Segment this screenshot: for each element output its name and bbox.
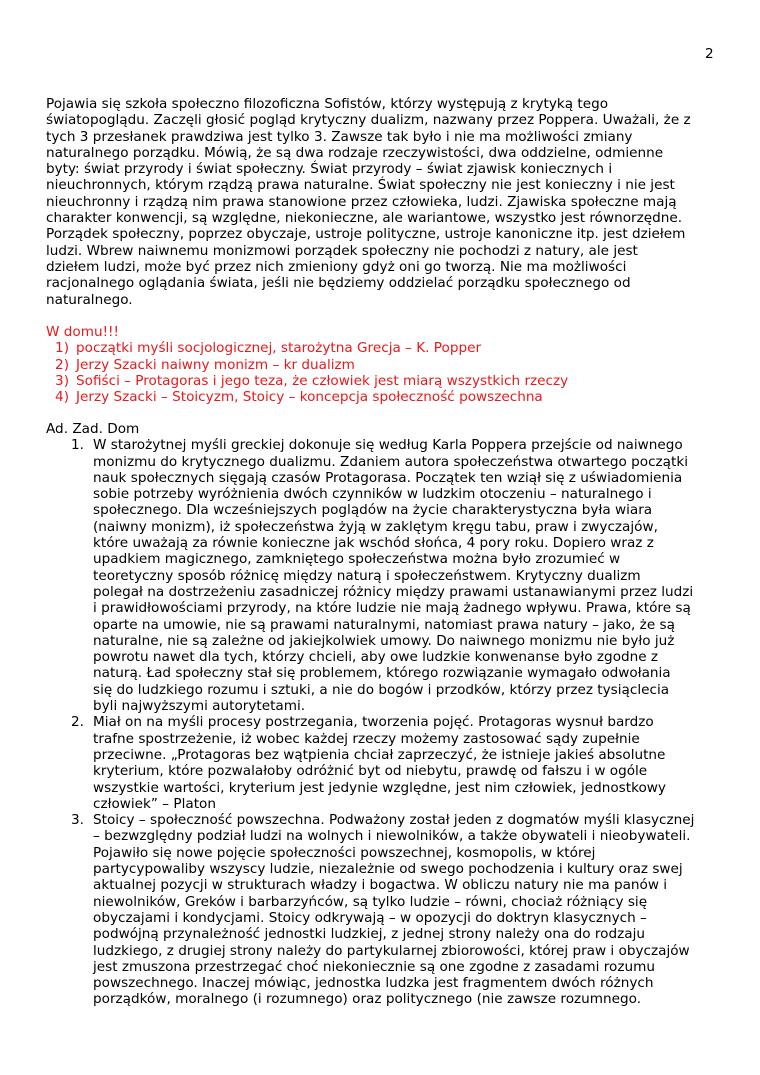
homework-item [46,389,726,405]
homework-item-number: 2) [55,356,69,373]
page-number: 2 [705,46,714,62]
answer-item [46,714,726,812]
answer-item-text: W starożytnej myśli greckiej dokonuje się według Karla Poppera przejście od naiwnego monizmu do krytycznego dualizmu. Zdaniem autora społeczeństwa otwartego początki nauk społecznych sięgają czasów Protagorasa. Początek ten wziął się z uświadomienia sobie potrzeby wyróżnienia dwóch czynników w ludzkim otoczeniu – naturalnego i społecznego. Dla wcześniejszych poglądów na życie charakterystyczna była wiara (naiwny monizm), iż społeczeństwa żyją w zaklętym kręgu tabu, praw i zwyczajów, które uważają za równie konieczne jak wschód słońca, 4 pory roku. Dopiero wraz z upadkiem magicznego, zamkniętego społeczeństwa można było zrozumieć w teoretyczny sposób różnicę między naturą i społeczeństwem. Krytyczny dualizm polegał na dostrzeżeniu zasadniczej różnicy między prawami ustanawianymi przez ludzi i prawidłowościami przyrody, na które ludzie nie mają żadnego wpływu. Prawa, które są oparte na umowie, nie są prawami naturalnymi, natomiast prawa natury – jako, że są naturalne, nie są zależne od jakiejkolwiek umowy. Do naiwnego monizmu nie było już powrotu nawet dla tych, którzy chcieli, aby owe ludzkie konwenanse było zgodne z naturą. Ład społeczny stał się problemem, którego rozwiązanie wymagało odwołania się do ludzkiego rozumu i sztuki, a nie do bogów i przodków, którzy przez tysiąclecia byli najwyższymi autorytetami. [93,437,694,715]
homework-section [46,324,726,405]
homework-item-text: początki myśli socjologicznej, starożytna Grecja – K. Popper [76,340,482,357]
homework-item-number: 4) [55,389,69,406]
homework-item-number: 3) [55,372,69,389]
answer-item-text: Miał on na myśli procesy postrzegania, tworzenia pojęć. Protagoras wysnuł bardzo trafne spostrzeżenie, iż wobec każdej rzeczy możemy zastosować sądy zupełnie przeciwne. „Protagoras bez wątpienia chciał zaprzeczyć, że istnieje jakieś absolutne kryterium, które pozwalałoby odróżnić byt od niebytu, prawdę od fałszu i w ogóle wszystkie wartości, kryterium jest jedynie względne, jest nim człowiek, jednostkowy człowiek” – Platon [93,714,666,812]
homework-item-text: Sofiści – Protagoras i jego teza, że człowiek jest miarą wszystkich rzeczy [76,372,569,389]
answer-item [46,812,726,1008]
homework-item-number: 1) [55,340,69,357]
homework-list [46,340,726,405]
homework-item [46,373,726,389]
intro-paragraph: Pojawia się szkoła społeczno filozoficzna Sofistów, którzy występują z krytyką tego światopoglądu. Zaczęli głosić pogląd krytyczny dualizm, nazwany przez Poppera. Uważali, że z tych 3 przesłanek prawdziwa jest tylko 3. Zawsze tak było i nie ma możliwości zmiany naturalnego porządku. Mówią, że są dwa rodzaje rzeczywistości, dwa oddzielne, odmienne byty: świat przyrody i świat społeczny. Świat przyrody – świat zjawisk koniecznych i nieuchronnych, którym rządzą prawa naturalne. Świat społeczny nie jest konieczny i nie jest nieuchronny i rządzą nim prawa stanowione przez człowieka, ludzi. Zjawiska społeczne mają charakter konwencji, są względne, niekonieczne, ale wariantowe, wszystko jest równorzędne. Porządek społeczny, poprzez obyczaje, ustroje polityczne, ustroje kanoniczne itp. jest dziełem ludzi. Wbrew naiwnemu monizmowi porządek społeczny nie pochodzi z natury, ale jest dziełem ludzi, może być przez nich zmieniony gdyż oni go tworzą. Nie ma możliwości racjonalnego oglądania świata, jeśli nie będziemy oddzielać porządku społecznego od naturalnego. [46,96,691,308]
answer-item-number: 3. [71,812,84,829]
answer-item-number: 1. [71,437,84,454]
homework-item [46,357,726,373]
answer-item [46,437,726,714]
homework-item [46,340,726,356]
homework-answers-section [46,421,726,1008]
answers-heading: Ad. Zad. Dom [46,421,140,437]
answers-list [46,437,726,1007]
homework-item-text: Jerzy Szacki naiwny monizm – kr dualizm [76,356,355,373]
answer-item-number: 2. [71,714,84,731]
homework-item-text: Jerzy Szacki – Stoicyzm, Stoicy – koncepcja społeczność powszechna [76,389,543,406]
answer-item-text: Stoicy – społeczność powszechna. Podważony został jeden z dogmatów myśli klasycznej – bezwzględny podział ludzi na wolnych i niewolników, a także obywateli i nieobywateli. Pojawiło się nowe pojęcie społeczności powszechnej, kosmopolis, w której partycypowaliby wszyscy ludzie, niezależnie od swego pochodzenia i kultury oraz swej aktualnej pozycji w strukturach władzy i bogactwa. W obliczu natury nie ma panów i niewolników, Greków i barbarzyńców, są tylko ludzie – równi, chociaż różniący się obyczajami i kondycjami. Stoicy odkrywają – w opozycji do doktryn klasycznych – podwójną przynależność jednostki ludzkiej, z jednej strony należy ona do rodzaju ludzkiego, z drugiej strony należy do partykularnej zbiorowości, której praw i obyczajów jest zmuszona przestrzegać choć niekoniecznie są one zgodne z zasadami rozumu powszechnego. Inaczej mówiąc, jednostka ludzka jest fragmentem dwóch różnych porządków, moralnego (i rozumnego) oraz politycznego (nie zawsze rozumnego. [93,812,695,1008]
homework-heading: W domu!!! [46,324,119,340]
